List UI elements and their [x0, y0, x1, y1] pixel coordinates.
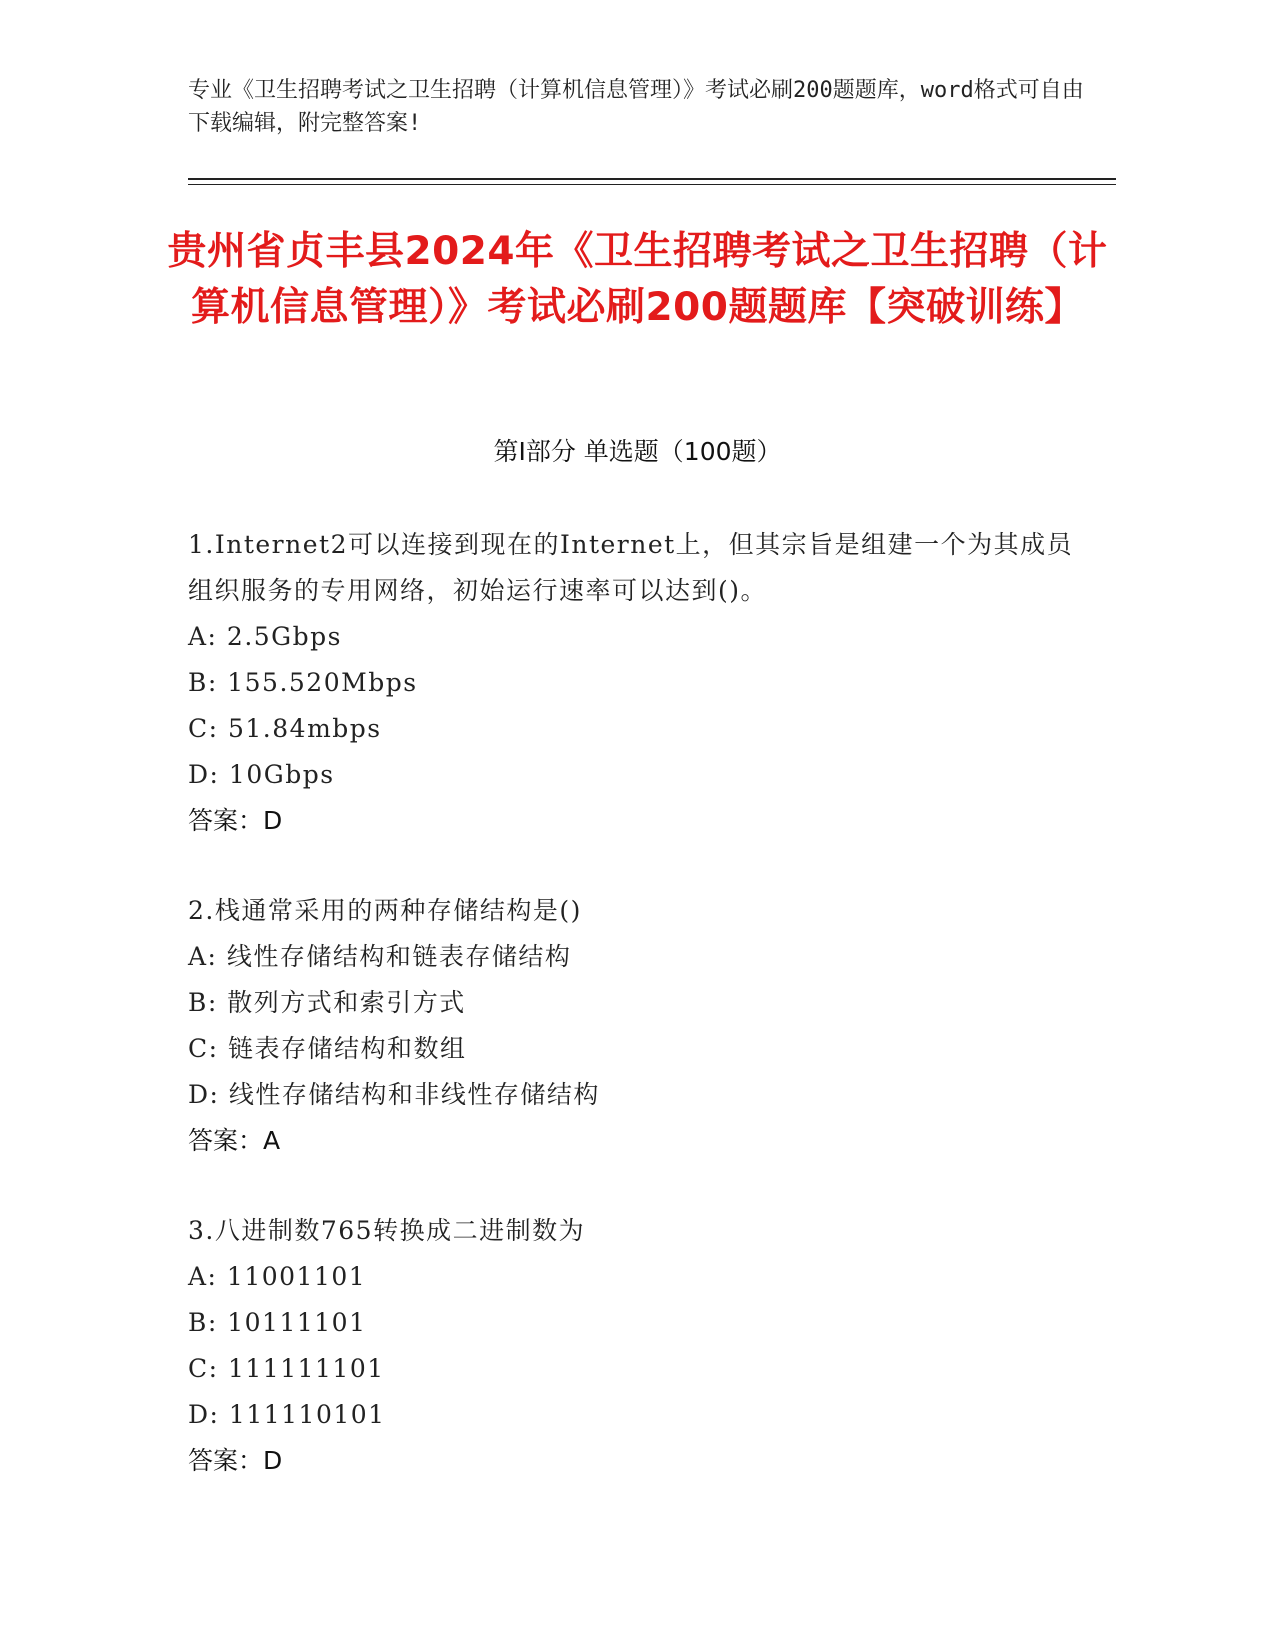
option-b: B: 10111101 [188, 1308, 367, 1337]
option-a: A: 线性存储结构和链表存储结构 [188, 942, 572, 971]
answer: 答案：A [188, 1126, 281, 1155]
question-list [188, 522, 1088, 1528]
section-title: 第Ⅰ部分 单选题（100题） [493, 437, 782, 466]
answer: 答案：D [188, 806, 283, 835]
header-divider-thin [188, 184, 1116, 185]
option-c: C: 51.84mbps [188, 714, 382, 743]
header-divider-thick [188, 178, 1116, 180]
question-stem: 1.Internet2可以连接到现在的Internet上，但其宗旨是组建一个为其成员组织服务的专用网络，初始运行速率可以达到()。 [188, 530, 1074, 605]
question-stem: 3.八进制数765转换成二进制数为 [188, 1216, 586, 1245]
option-c: C: 链表存储结构和数组 [188, 1034, 467, 1063]
question-2 [188, 888, 1088, 1164]
option-d: D: 111110101 [188, 1400, 386, 1429]
option-a: A: 2.5Gbps [188, 622, 342, 651]
option-b: B: 散列方式和索引方式 [188, 988, 466, 1017]
option-a: A: 11001101 [188, 1262, 367, 1291]
answer: 答案：D [188, 1446, 283, 1475]
question-3 [188, 1208, 1088, 1484]
option-d: D: 线性存储结构和非线性存储结构 [188, 1080, 600, 1109]
option-c: C: 111111101 [188, 1354, 385, 1383]
question-1 [188, 522, 1088, 844]
option-d: D: 10Gbps [188, 760, 335, 789]
question-stem: 2.栈通常采用的两种存储结构是() [188, 896, 582, 925]
header-note: 专业《卫生招聘考试之卫生招聘（计算机信息管理）》考试必刷200题题库，word格式可自由下载编辑，附完整答案! [188, 78, 1084, 136]
option-b: B: 155.520Mbps [188, 668, 418, 697]
document-title: 贵州省贞丰县2024年《卫生招聘考试之卫生招聘（计算机信息管理）》考试必刷200题题库【突破训练】 [167, 229, 1108, 330]
